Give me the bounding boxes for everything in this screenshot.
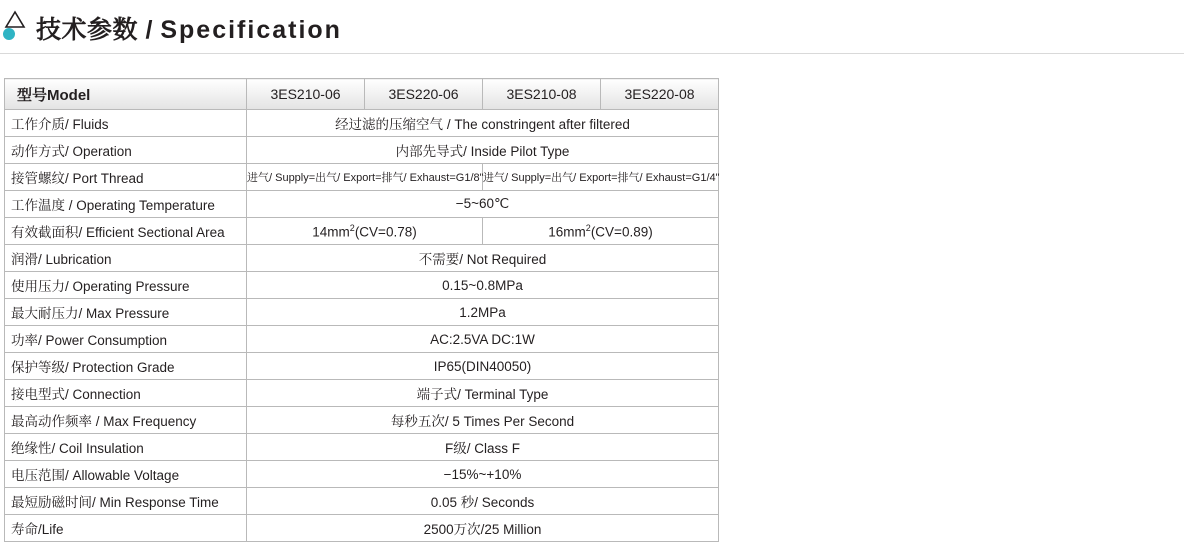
triangle-circle-logo-icon [2, 8, 28, 42]
row-value: 经过滤的压缩空气 / The constringent after filtered [247, 110, 719, 137]
table-row [5, 218, 719, 245]
row-label: 寿命/Life [5, 515, 247, 542]
table-row [5, 488, 719, 515]
row-label: 电压范围/ Allowable Voltage [5, 461, 247, 488]
table-row [5, 272, 719, 299]
row-label: 工作介质/ Fluids [5, 110, 247, 137]
table-row [5, 191, 719, 218]
table-row [5, 380, 719, 407]
table-header-row [5, 79, 719, 110]
row-value: AC:2.5VA DC:1W [247, 326, 719, 353]
row-label: 润滑/ Lubrication [5, 245, 247, 272]
page-title-cn: 技术参数 [36, 16, 139, 44]
table-row [5, 461, 719, 488]
row-value: $14mm^2(CV=0.78)$ [247, 218, 483, 245]
row-value: 2500万次/25 Million [247, 515, 719, 542]
row-value: $16mm^2(CV=0.89)$ [483, 218, 719, 245]
specification-table [4, 78, 719, 542]
table-row [5, 110, 719, 137]
page-title-sep: / [138, 16, 161, 44]
model-column-header: 3ES220-08 [601, 79, 719, 110]
table-row [5, 515, 719, 542]
row-label: 最高动作频率 / Max Frequency [5, 407, 247, 434]
row-value: −5~60℃ [247, 191, 719, 218]
row-label: 最短励磁时间/ Min Response Time [5, 488, 247, 515]
row-label: 功率/ Power Consumption [5, 326, 247, 353]
row-value: 0.05 秒/ Seconds [247, 488, 719, 515]
row-label: 最大耐压力/ Max Pressure [5, 299, 247, 326]
table-row [5, 164, 719, 191]
row-label: 绝缘性/ Coil Insulation [5, 434, 247, 461]
table-row [5, 326, 719, 353]
header-divider [0, 53, 1184, 54]
table-row [5, 299, 719, 326]
row-value: F级/ Class F [247, 434, 719, 461]
table-row [5, 137, 719, 164]
row-value: 1.2MPa [247, 299, 719, 326]
row-value: 内部先导式/ Inside Pilot Type [247, 137, 719, 164]
page-header [0, 0, 1187, 60]
table-row [5, 434, 719, 461]
row-label: 保护等级/ Protection Grade [5, 353, 247, 380]
model-column-header: 3ES210-08 [483, 79, 601, 110]
row-value: 进气/ Supply=出气/ Export=排气/ Exhaust=G1/4" [483, 164, 719, 191]
row-label: 使用压力/ Operating Pressure [5, 272, 247, 299]
row-value: 不需要/ Not Required [247, 245, 719, 272]
table-row [5, 245, 719, 272]
model-column-header: 3ES210-06 [247, 79, 365, 110]
table-row [5, 407, 719, 434]
row-value: 0.15~0.8MPa [247, 272, 719, 299]
page-title [36, 10, 342, 46]
table-row [5, 353, 719, 380]
model-header-label: 型号Model [5, 79, 247, 110]
page-title-en: Specification [160, 16, 342, 44]
row-label: 工作温度 / Operating Temperature [5, 191, 247, 218]
row-label: 动作方式/ Operation [5, 137, 247, 164]
row-value: −15%~+10% [247, 461, 719, 488]
row-label: 接管螺纹/ Port Thread [5, 164, 247, 191]
model-column-header: 3ES220-06 [365, 79, 483, 110]
row-label: 接电型式/ Connection [5, 380, 247, 407]
row-value: 每秒五次/ 5 Times Per Second [247, 407, 719, 434]
row-value: 进气/ Supply=出气/ Export=排气/ Exhaust=G1/8" [247, 164, 483, 191]
row-value: 端子式/ Terminal Type [247, 380, 719, 407]
row-value: IP65(DIN40050) [247, 353, 719, 380]
row-label: 有效截面积/ Efficient Sectional Area [5, 218, 247, 245]
